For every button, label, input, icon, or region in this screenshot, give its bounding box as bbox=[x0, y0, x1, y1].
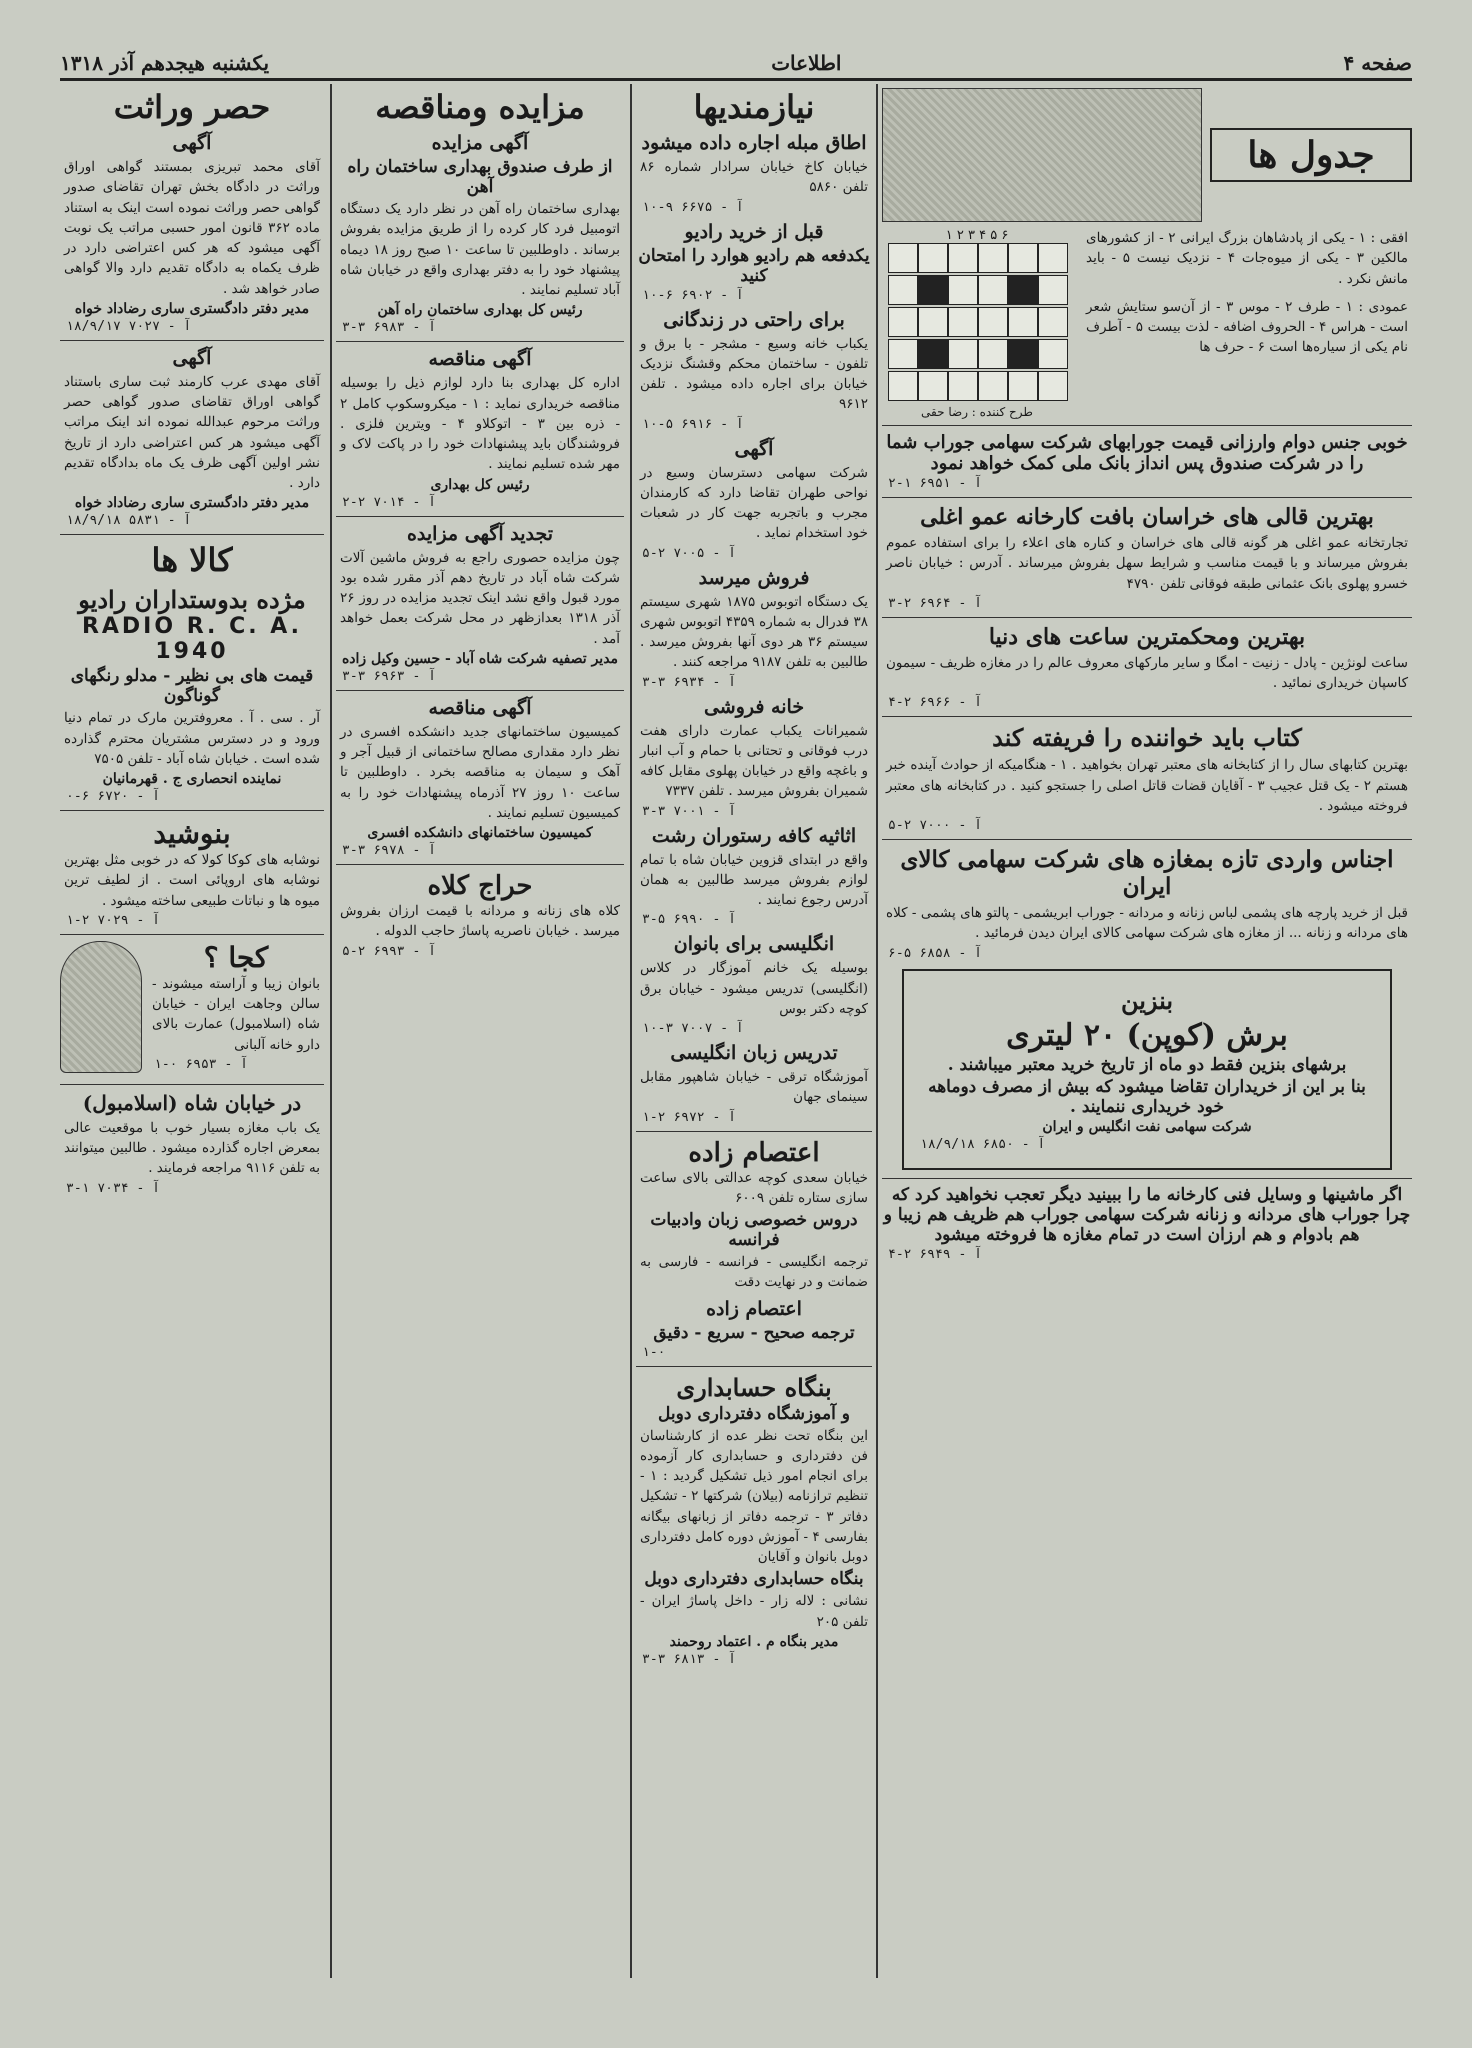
ad-heading: اطاق مبله اجاره داده میشود bbox=[641, 132, 867, 154]
ad-code: آ - ۷۰۰۰ ۲-۵ bbox=[888, 818, 982, 833]
ad-heading: آگهی bbox=[734, 437, 774, 460]
ad-code: آ - ۶۹۰۲ ۶-۱۰ bbox=[642, 287, 744, 303]
ad-heading: آگهی bbox=[172, 132, 212, 154]
crossword-illustration bbox=[882, 88, 1202, 222]
ad-text: شمیرانات یکباب عمارت دارای هفت درب فوقانی و تحتانی با حمام و آب انبار و باغچه واقع در خیابان پهلوی مقابل کافه شمیران بفروش میرسد . تلفن ۷۳۳۷ bbox=[640, 722, 868, 800]
ad-text: بوسیله یک خانم آموزگار در کلاس (انگلیسی) تدریس میشود - خیابان برق کوچه دکتر بوس bbox=[640, 960, 868, 1017]
ad-signature: رئیس کل بهداری ساختمان راه آهن bbox=[377, 302, 583, 319]
ad-text: یک دستگاه اتوبوس ۱۸۷۵ شهری سیستم ۳۸ فدرال به شماره ۴۳۵۹ اتوبوس شهری سیستم ۳۶ هر دوی آنها بفروش میرسد . طالبین به تلفن ۹۱۸۷ مراجعه کنند . bbox=[640, 593, 869, 671]
crossword-numbers: ۶ ۵ ۴ ۳ ۲ ۱ bbox=[945, 228, 1009, 243]
ad-code: آ - ۶۹۹۳ ۲-۵ bbox=[342, 943, 436, 959]
bongah-title: بنگاه حسابداری bbox=[676, 1372, 832, 1402]
ad-heading: آگهی مزایده bbox=[431, 132, 529, 154]
ad-heading: آگهی مناقصه bbox=[428, 348, 532, 371]
column-rule bbox=[630, 84, 632, 1978]
ad-text: بهداری ساختمان راه آهن در نظر دارد یک دستگاه اتومبیل فرد کار کرده را از طریق مزایده بفروش برساند . داوطلبین تا ساعت ۱۰ صبح روز ۱۸ دیماه پیشنهاد خود را به دفتر بهداری واقع در خیابان شاه آباد تسلیم نمایند . bbox=[340, 201, 620, 298]
ad-code: آ - ۶۹۷۲ ۲-۱ bbox=[642, 1109, 736, 1125]
ad-code: آ - ۶۹۷۸ ۳-۳ bbox=[342, 843, 436, 858]
crossword-author: طرح کننده : رضا حقی bbox=[921, 405, 1033, 419]
ad-heading: تدریس زبان انگلیسی bbox=[670, 1042, 838, 1064]
column-rule bbox=[876, 84, 878, 1978]
ad-text: اداره کل بهداری بنا دارد لوازم ذیل را بوسیله مناقصه خریداری نماید : ۱ - میکروسکوپ کامل ۲ - ذره بین ۳ - اتوکلاو ۴ - ویترین فلزی . فروشندگان باید پیشنهادات خود را در پاکت لاک و مهر شده تسلیم نمایند . bbox=[340, 375, 621, 473]
ad-code: آ - ۶۸۱۳ ۳-۳ bbox=[642, 1651, 736, 1667]
ad-subheading: دروس خصوصی زبان وادبیات فرانسه bbox=[650, 1210, 858, 1250]
ad-text: کلاه های زنانه و مردانه با قیمت ارزان بفروش میرسد . خیابان ناصریه پاساژ حاجب الدوله . bbox=[340, 903, 620, 940]
ad-signature: مدیر تصفیه شرکت شاه آباد - حسین وکیل زاده bbox=[341, 650, 619, 667]
ad-text: خیابان سعدی کوچه عدالتی بالای ساعت سازی ستاره تلفن ۶۰۰۹ bbox=[640, 1169, 868, 1206]
ad-subheading: یکدفعه هم رادیو هوارد را امتحان کنید bbox=[638, 245, 870, 286]
section-title-classifieds: نیازمندیها bbox=[693, 88, 815, 126]
ad-text: یکباب خانه وسیع - مشجر - با برق و تلفون - ساختمان محکم وقشنگ نزدیک خیابان برای اجاره داده میشود . تلفن ۹۶۱۲ bbox=[640, 335, 868, 413]
watch-title: بهترین ومحکمترین ساعت های دنیا bbox=[988, 623, 1306, 650]
ad-heading: برای راحتی در زندگانی bbox=[663, 308, 845, 331]
ad-heading: خانه فروشی bbox=[703, 695, 805, 718]
street-text: یک باب مغازه بسیار خوب با موقعیت عالی بمعرض اجاره گذارده میشود . طالبین میتوانند به تلفن ۹۱۱۶ مراجعه فرمایند . bbox=[64, 1119, 320, 1177]
ad-code: آ - ۵۸۳۱ ۱۸/۹/۱۸ bbox=[66, 513, 192, 529]
radio-brand: RADIO R. C. A. bbox=[81, 614, 303, 640]
ad-code: آ - ۶۶۷۵ ۹-۱۰ bbox=[642, 199, 744, 215]
radio-text: آر . سی . آ . معروفترین مارک در تمام دنیا ورود و در دسترس مشتریان محترم گذارده شده است . خیابان شاه آباد - تلفن ۷۵۰۵ bbox=[64, 710, 320, 767]
bongah-text: این بنگاه تحت نظر عده از کارشناسان فن دفترداری و حسابداری کار آزموده برای انجام امور ذیل تشکیل گردید : ۱ - تنظیم ترازنامه (بیلان) شرکتها ۲ - تشکیل دفاتر ۳ - ترجمه دفاتر از زبانهای بیگانه بفارسی ۴ - آموزش دوره کامل دفترداری دوبل بانوان و آقایان bbox=[640, 1427, 869, 1565]
watch-text: ساعت لونژین - پادل - زنیت - امگا و سایر مارکهای معروف عالم را در مغازه ظریف - سیمون کاسپان خریداری نمائید . bbox=[886, 654, 1408, 691]
ad-text: ترجمه انگلیسی - فرانسه - فارسی به ضمانت و در نهایت دقت bbox=[640, 1254, 868, 1291]
ad-text: آقای مهدی عرب کارمند ثبت ساری باستناد گواهی اوراق تقاضای صدور گواهی حصر وراثت مرحوم عبدالله نموده اند اینک مراتب آگهی میشود هر کس اعتراضی دارد از تاریخ نشر اولین آگهی ظرف یک ماه بدادگاه تقدیم دارد . bbox=[64, 373, 320, 491]
book-text: بهترین کتابهای سال را از کتابخانه های معتبر تهران بخواهید . ۱ - هنگامیکه از حوادث آینده خبر هستم ۲ - یک قتل عجیب ۳ - آقایان قضات قاتل اصلی را جستجو کنید . در کتابخانه های معتبر فروخته میشود . bbox=[886, 757, 1409, 814]
jorab-ad: خوبی جنس دوام وارزانی قیمت جورابهای شرکت سهامی جوراب شما را در شرکت صندوق پس انداز بانک ملی کمک خواهد نمود bbox=[886, 432, 1408, 474]
street-title: در خیابان شاه (اسلامبول) bbox=[82, 1090, 302, 1115]
page-number: صفحه ۴ bbox=[1343, 51, 1412, 75]
ad-text: خیابان کاخ خیابان سرادار شماره ۸۶ تلفن ۵۸۶۰ bbox=[640, 159, 868, 196]
ad-heading: اثاثیه کافه رستوران رشت bbox=[651, 824, 857, 847]
crossword-down: عمودی : ۱ - طرف ۲ - موس ۳ - از آن‌سو ستایش شعر است - هراس ۴ - الحروف اضافه - لذت بیست ۵ - آطرف نام یکی از سیاره‌ها است ۶ - حرف ها bbox=[1086, 298, 1409, 356]
ad-heading: اعتصام زاده bbox=[688, 1137, 820, 1168]
column-rule bbox=[330, 84, 332, 1978]
ad-text: آقای محمد تبریزی بمستند گواهی اوراق وراثت در دادگاه بخش تهران تقاضای صدور گواهی حصر وراثت نموده است اینک به استناد ماده ۳۶۲ قانون امور حسبی مراتب یک نوبت آگهی میشود که هر کس اعتراضی دارد در ظرف یکماه به دادگاه تقدیم دارد والا گواهی صادر خواهد شد . bbox=[64, 159, 320, 297]
ad-code: آ - ۶۹۵۳ ۰-۱ bbox=[154, 1056, 248, 1072]
ad-code: آ - ۷۰۲۹ ۲-۱ bbox=[66, 912, 160, 928]
ad-code: آ - ۶۹۶۳ ۳-۳ bbox=[342, 668, 436, 684]
section-title-goods: کالا ها bbox=[151, 541, 233, 580]
shops-title: اجناس واردی تازه بمغازه های شرکت سهامی کالای ایران bbox=[900, 846, 1394, 900]
ad-heading: قبل از خرید رادیو bbox=[684, 220, 824, 243]
ad-code: آ - ۷۰۰۷ ۳-۱۰ bbox=[642, 1021, 744, 1036]
ad-slogan: ترجمه صحیح - سریع - دقیق bbox=[653, 1322, 855, 1343]
column-inheritance-goods bbox=[60, 84, 324, 1978]
ad-code: آ - ۶۹۹۰ ۵-۳ bbox=[642, 912, 736, 928]
ad-code: آ - ۶۹۱۶ ۵-۱۰ bbox=[642, 416, 744, 432]
benzin-title: بنزین bbox=[1120, 985, 1174, 1015]
ad-code: ۱-۰ bbox=[642, 1344, 666, 1360]
ad-text: آموزشگاه ترقی - خیابان شاهپور مقابل سینمای جهان bbox=[640, 1069, 868, 1106]
ad-code: آ - ۷۰۰۵ ۲-۵ bbox=[642, 545, 736, 561]
ad-code: آ - ۶۹۶۶ ۲-۴ bbox=[888, 695, 982, 711]
benzin-box bbox=[902, 969, 1392, 1170]
ad-text: شرکت سهامی دسترسان وسیع در نواحی طهران تقاضا دارد که کارمندان مجرب و باتجربه جهت کار در شعبات خود استخدام نماید . bbox=[640, 464, 868, 542]
ad-code: آ - ۶۹۶۴ ۲-۳ bbox=[888, 595, 982, 611]
crossword-title: جدول ها bbox=[1247, 134, 1375, 176]
ad-code: آ - ۶۸۵۰ ۱۸/۹/۱۸ bbox=[920, 1136, 1046, 1152]
ad-heading: فروش میرسد bbox=[698, 566, 810, 589]
ad-code: آ - ۶۹۴۹ ۲-۴ bbox=[888, 1246, 982, 1262]
column-auctions bbox=[336, 84, 624, 1978]
drink-title: بنوشید bbox=[153, 817, 231, 850]
paper-name: اطلاعات bbox=[771, 51, 842, 75]
ad-code: آ - ۶۹۸۳ ۳-۳ bbox=[342, 320, 436, 336]
ad-heading: آگهی bbox=[172, 346, 212, 369]
benzin-heading: برش (کوپن) ۲۰ لیتری bbox=[1006, 1017, 1288, 1053]
benzin-text-1: برشهای بنزین فقط دو ماه از تاریخ خرید معتبر میباشند . bbox=[947, 1054, 1347, 1075]
ad-code: آ - ۶۹۵۱ ۱-۲ bbox=[888, 476, 982, 491]
ad-code: آ - ۷۰۱۴ ۲-۲ bbox=[342, 494, 436, 510]
ad-subheading: از طرف صندوق بهداری ساختمان راه آهن bbox=[347, 157, 613, 197]
ad-code: آ - ۶۸۵۸ ۵-۶ bbox=[888, 945, 982, 961]
bongah-address: نشانی : لاله زار - داخل پاساژ ایران - تلفن ۲۰۵ bbox=[640, 1593, 868, 1630]
bongah-subtitle: و آموزشگاه دفترداری دوبل bbox=[658, 1403, 850, 1424]
ad-signature: مدیر دفتر دادگستری ساری رضاداد خواه bbox=[74, 300, 310, 317]
bongah-slogan: بنگاه حسابداری دفترداری دوبل bbox=[644, 1569, 864, 1590]
ad-text: چون مزایده حصوری راجع به فروش ماشین آلات شرکت شاه آباد در تاریخ دهم آذر مقرر شده بود مورد قبول واقع نشد اینک تجدید مزایده در روز ۲۶ آذر ۱۳۱۸ بعدازظهر در محل شرکت بعمل خواهد آمد . bbox=[340, 549, 620, 647]
jorab-bottom-ad: اگر ماشینها و وسایل فنی کارخانه ما را ببینید دیگر تعجب نخواهید کرد که چرا جوراب های مردانه و زنانه شرکت سهامی جوراب هم ظریف هم زیبا و هم بادوام و هم ارزان است در تمام مغازه ها فروخته میشود bbox=[883, 1184, 1411, 1245]
section-title-inheritance: حصر وراثت bbox=[113, 88, 271, 126]
section-title-auctions: مزایده ومناقصه bbox=[375, 88, 585, 126]
koja-title: کجا ؟ bbox=[203, 940, 269, 974]
ad-signature: اعتصام زاده bbox=[706, 1297, 802, 1320]
carpet-title: بهترین قالی های خراسان بافت کارخانه عمو اغلی bbox=[920, 504, 1374, 530]
ad-heading: آگهی مناقصه bbox=[428, 696, 532, 719]
radio-signature: نماینده انحصاری ج . قهرمانیان bbox=[102, 771, 282, 787]
shops-text: قبل از خرید پارچه های پشمی لباس زنانه و مردانه - جوراب ابریشمی - پالتو های پشمی - کلاه های مردانه و زنانه ... از مغازه های شرکت سهامی کالای ایران دیدن فرمائید . bbox=[886, 905, 1408, 942]
ad-heading: انگلیسی برای بانوان bbox=[673, 933, 835, 956]
koja-text: بانوان زیبا و آراسته میشوند - سالن وجاهت ایران - خیابان شاه (اسلامبول) عمارت بالای دارو خانه آلبانی bbox=[152, 975, 320, 1053]
crossword-grid bbox=[888, 243, 1066, 401]
column-crossword-ads bbox=[882, 84, 1412, 1978]
radio-subtitle: قیمت های بی نظیر - مدلو رنگهای گوناگون bbox=[70, 666, 314, 707]
ad-code: آ - ۶۹۳۴ ۳-۳ bbox=[642, 674, 736, 690]
column-classifieds bbox=[636, 84, 872, 1978]
carpet-text: تجارتخانه عمو اغلی هر گونه قالی های خراسان و کناره های اعلاء را برای استفاده عموم بفروش میرساند و با قیمت مناسب و شرایط سهل بفروش میرساند . آدرس : خیابان ناصر خسرو پهلوی بانک عثمانی طبقه فوقانی تلفن ۴۷۹۰ bbox=[886, 535, 1408, 592]
bongah-signature: مدیر بنگاه م . اعتماد روحمند bbox=[669, 1633, 839, 1650]
ad-code: آ - ۷۰۰۱ ۳-۳ bbox=[642, 803, 736, 819]
woman-portrait-illustration bbox=[60, 941, 142, 1073]
radio-title: مژده بدوستداران رادیو bbox=[78, 585, 306, 615]
book-title: کتاب باید خواننده را فریفته کند bbox=[992, 723, 1302, 753]
masthead bbox=[60, 48, 1412, 81]
ad-text: واقع در ابتدای قزوین خیابان شاه با تمام لوازم بفروش میرسد طالبین به همان آدرس رجوع نمایند . bbox=[640, 851, 868, 908]
ad-signature: رئیس کل بهداری bbox=[430, 476, 530, 493]
ad-code: آ - ۷۰۳۴ ۱-۳ bbox=[66, 1180, 160, 1196]
ad-code: آ - ۷۰۲۷ ۱۸/۹/۱۷ bbox=[66, 318, 192, 334]
ad-heading: تجدید آگهی مزایده bbox=[406, 522, 554, 545]
crossword-across: افقی : ۱ - یکی از پادشاهان بزرگ ایرانی ۲ - از کشورهای مالکین ۳ - یکی از میوه‌جات ۴ - نزدیک نیست ۵ - باید مانش نکرد . bbox=[1086, 230, 1409, 287]
benzin-signature: شرکت سهامی نفت انگلیس و ایران bbox=[1042, 1118, 1252, 1135]
issue-date: یکشنبه هیجدهم آذر ۱۳۱۸ bbox=[60, 51, 270, 75]
ad-text: کمیسیون ساختمانهای جدید دانشکده افسری در نظر دارد مقداری مصالح ساختمانی از قبیل آجر و آهک و سیمان به مناقصه بخرد . داوطلبین تا ساعت ۱۰ روز ۲۷ آذرماه پیشنهادات خود را به کمیسیون تسلیم نمایند . bbox=[340, 723, 620, 821]
ad-signature: کمیسیون ساختمانهای دانشکده افسری bbox=[367, 825, 593, 841]
ad-heading: حراج کلاه bbox=[427, 871, 533, 901]
ad-code: آ - ۶۷۲۰ ۶-۰ bbox=[66, 789, 160, 804]
radio-year: 1940 bbox=[155, 639, 229, 665]
drink-text: نوشابه های کوکا کولا که در خوبی مثل بهترین نوشابه های اروپائی است . از لطیف ترین میوه ها و نباتات طبیعی ساخته میشود . bbox=[64, 852, 320, 909]
ad-signature: مدیر دفتر دادگستری ساری رضاداد خواه bbox=[74, 495, 310, 512]
benzin-text-2: بنا بر این از خریداران تقاضا میشود که بیش از مصرف دوماهه خود خریداری ننمایند . bbox=[928, 1076, 1366, 1117]
